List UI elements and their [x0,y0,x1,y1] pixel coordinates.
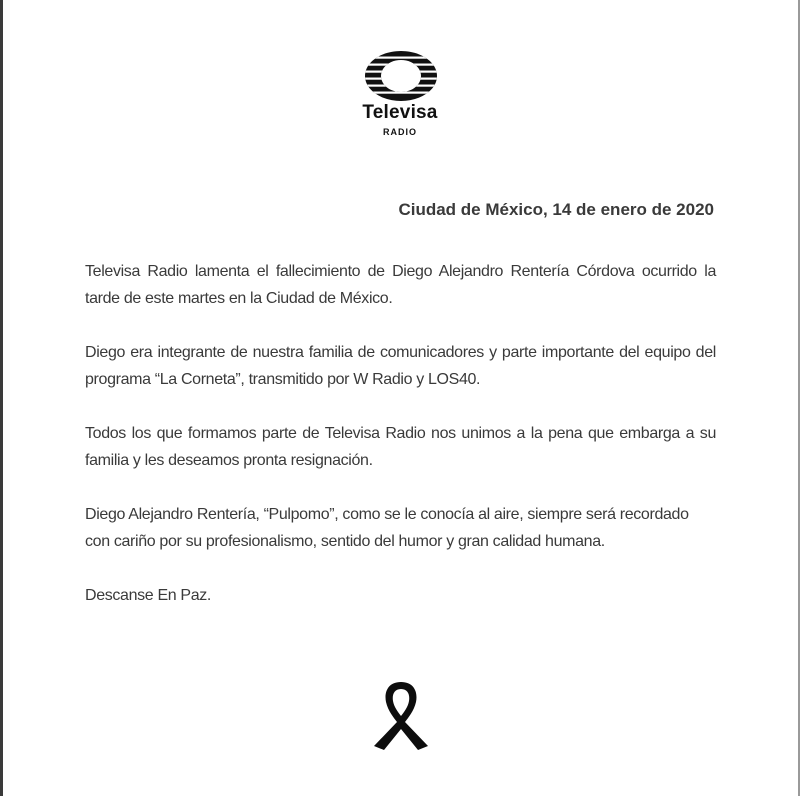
dateline: Ciudad de México, 14 de enero de 2020 [398,200,714,219]
page-left-border [0,0,3,796]
paragraph-4: Diego Alejandro Rentería, “Pulpomo”, como se le conocía al aire, siempre será recordado con cariño por su profesionalismo, sentido del humor y gran calidad humana. [85,506,689,550]
televisa-radio-logo [350,50,450,145]
paragraph-2: Diego era integrante de nuestra familia de comunicadores y parte importante del equipo del programa “La Corneta”, transmitido por W Radio y LOS40. [85,344,716,388]
mourning-ribbon-icon [368,680,434,752]
letter-body [85,258,716,636]
paragraph-3: Todos los que formamos parte de Televisa Radio nos unimos a la pena que embarga a su familia y les deseamos pronta resignación. [85,425,716,469]
paragraph-1: Televisa Radio lamenta el fallecimiento de Diego Alejandro Rentería Córdova ocurrido la tarde de este martes en la Ciudad de México. [85,263,716,307]
logo-brand-text: Televisa [362,102,438,123]
logo-sub-brand-text: RADIO [383,127,417,137]
paragraph-5-closing: Descanse En Paz. [85,587,212,604]
televisa-logo-icon [364,50,438,102]
